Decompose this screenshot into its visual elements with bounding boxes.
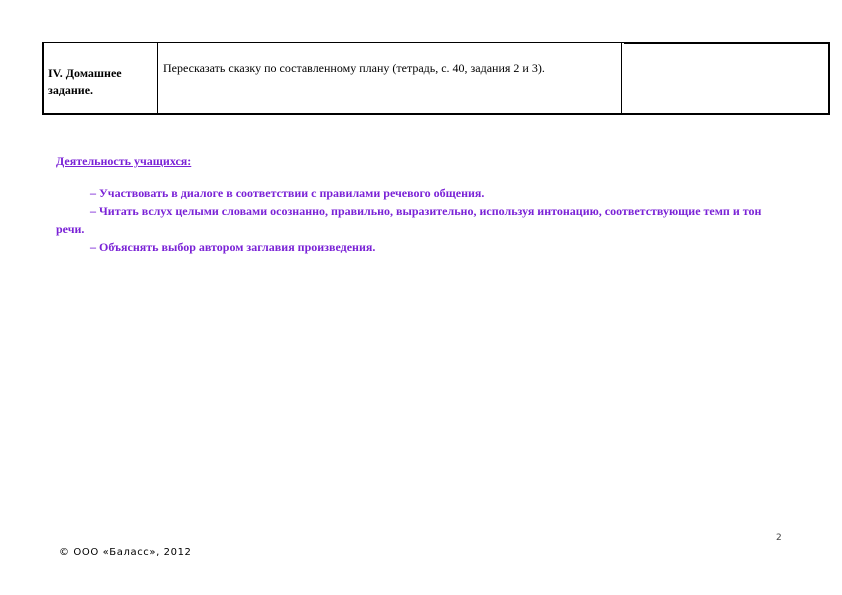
activity-list: [56, 184, 786, 256]
activity-heading: Деятельность учащихся:: [56, 154, 192, 168]
stage-cell: [42, 43, 158, 113]
activity-item: – Читать вслух целыми словами осознанно, правильно, выразительно, используя интонацию, соответствующие темп и тон речи.: [56, 204, 762, 236]
page-number: 2: [776, 533, 782, 543]
notes-cell-border: [624, 42, 830, 44]
activity-item: – Объяснять выбор автором заглавия произведения.: [90, 240, 376, 254]
content-cell: [158, 43, 622, 113]
lesson-table: [42, 42, 830, 115]
copyright-notice: © ООО «Баласс», 2012: [59, 547, 192, 558]
activity-item: – Участвовать в диалоге в соответствии с правилами речевого общения.: [90, 186, 485, 200]
notes-cell: [622, 43, 830, 113]
stage-label: IV. Домашнее задание.: [48, 66, 122, 97]
homework-text: Пересказать сказку по составленному плану (тетрадь, с. 40, задания 2 и 3).: [163, 61, 545, 75]
student-activity-section: [56, 152, 786, 256]
